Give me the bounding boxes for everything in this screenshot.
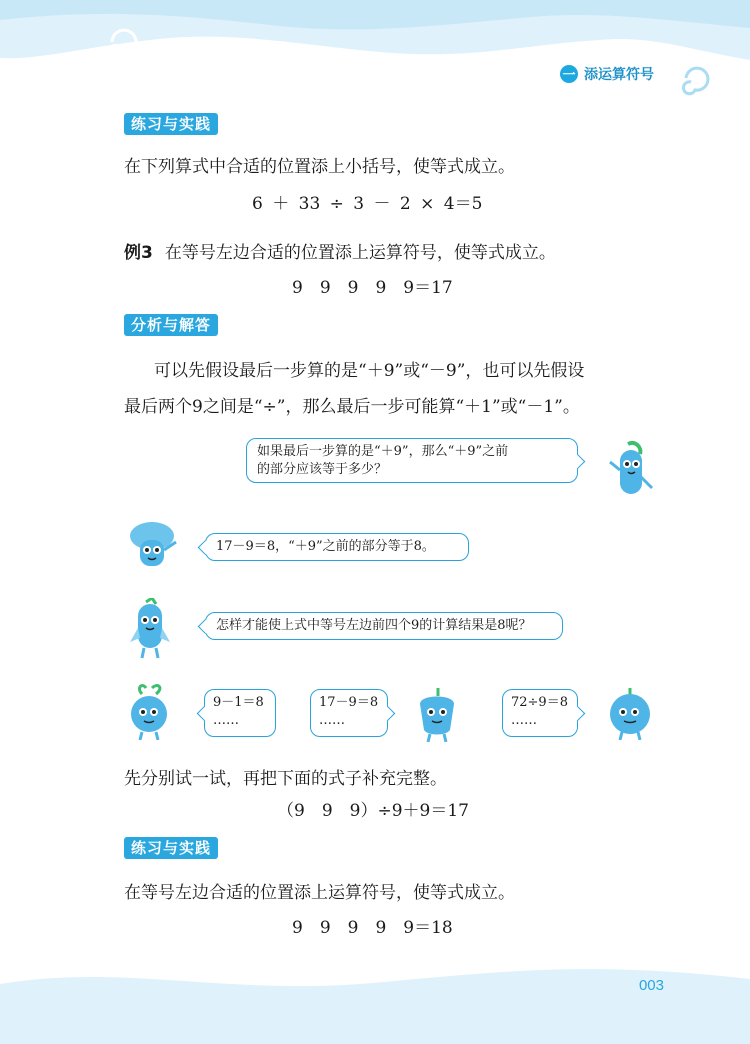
pepper-character-icon bbox=[412, 686, 462, 742]
bubble-text-line2: …… bbox=[511, 713, 537, 728]
radish-character-icon bbox=[124, 684, 176, 740]
bubble-text-line1: 9－1＝8 bbox=[213, 695, 264, 710]
small-bubble-2 bbox=[310, 689, 388, 737]
practice-badge: 练习与实践 bbox=[124, 113, 218, 135]
carrot-character-icon bbox=[606, 440, 658, 504]
bubble-text-line1: 如果最后一步算的是“＋9”，那么“＋9”之前 bbox=[257, 444, 509, 459]
analysis-paragraph-line1: 可以先假设最后一步算的是“＋9”或“－9”，也可以先假设 bbox=[154, 361, 585, 381]
analysis-paragraph-line2: 最后两个9之间是“÷”，那么最后一步可能算“＋1”或“－1”。 bbox=[124, 397, 580, 417]
small-bubble-1 bbox=[204, 689, 276, 737]
speech-bubble-answer bbox=[205, 533, 469, 561]
analysis-badge: 分析与解答 bbox=[124, 314, 218, 336]
example3-text: 在等号左边合适的位置添上运算符号，使等式成立。 bbox=[164, 243, 556, 263]
example3-equation: 9 9 9 9 9＝17 bbox=[292, 278, 453, 298]
bubble-text-line1: 17－9＝8 bbox=[319, 695, 379, 710]
practice1-equation: 6 ＋ 33 ÷ 3 － 2 × 4＝5 bbox=[252, 194, 483, 214]
speech-bubble-question bbox=[246, 438, 578, 483]
bubble-text-line2: …… bbox=[213, 713, 239, 728]
practice1-instruction: 在下列算式中合适的位置添上小括号，使等式成立。 bbox=[124, 157, 515, 177]
bottom-wave-decoration bbox=[0, 954, 750, 1044]
bubble-text-line2: 的部分应该等于多少？ bbox=[257, 462, 388, 477]
page-number: 003 bbox=[638, 977, 664, 994]
practice2-equation: 9 9 9 9 9＝18 bbox=[292, 918, 453, 938]
top-wave-decoration bbox=[0, 0, 750, 110]
example-label: 例3 bbox=[124, 243, 153, 263]
corn-character-icon bbox=[126, 598, 176, 660]
example3-line bbox=[124, 238, 556, 263]
chapter-title: 添运算符号 bbox=[584, 67, 654, 83]
completion-equation: （9 9 9）÷9＋9＝17 bbox=[277, 801, 469, 821]
bubble-text: 怎样才能使上式中等号左边前四个9的计算结果是8呢？ bbox=[216, 618, 532, 633]
practice2-instruction: 在等号左边合适的位置添上运算符号，使等式成立。 bbox=[124, 883, 515, 903]
speech-bubble-thinking bbox=[205, 612, 563, 640]
chapter-tag bbox=[560, 64, 654, 84]
tomato-character-icon bbox=[602, 684, 658, 740]
small-bubble-3 bbox=[502, 689, 578, 737]
chapter-number-badge: 一 bbox=[560, 65, 578, 83]
bubble-text-line2: …… bbox=[319, 713, 345, 728]
completion-instruction: 先分别试一试，再把下面的式子补充完整。 bbox=[124, 769, 447, 789]
bubble-text-line1: 72÷9＝8 bbox=[511, 695, 568, 710]
bubble-text: 17－9＝8，“＋9”之前的部分等于8。 bbox=[216, 539, 435, 554]
practice-badge: 练习与实践 bbox=[124, 837, 218, 859]
mushroom-character-icon bbox=[126, 518, 182, 574]
